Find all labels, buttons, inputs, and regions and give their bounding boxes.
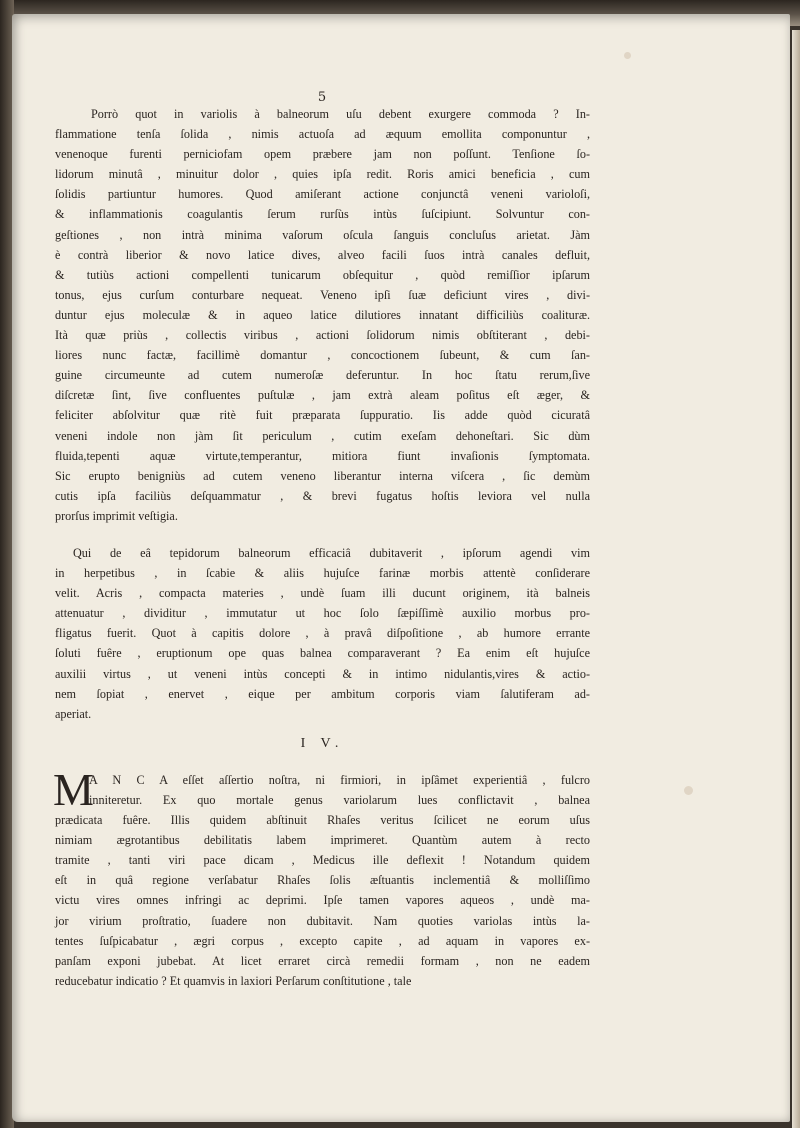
text-line: & inflammationis coagulantis ſerum rurſùs intùs ſuſcipiunt. Solvuntur con-	[55, 207, 590, 222]
text-line: diſcretæ ſint, ſive confluentes puſtulæ , jam extrà aleam poſitus eſt æger, &	[55, 388, 590, 403]
page-edge	[792, 30, 800, 1128]
text-line: duntur ejus moleculæ & in aqueo latice dilutiores innatant difficiliùs coalituræ.	[55, 307, 590, 322]
text-line: prædicata fuêre. Illis quidem abſtinuit Rhaſes veritus ſcilicet ne eorum uſus	[55, 813, 590, 828]
page-number: 5	[317, 90, 327, 105]
text-line: è contrà liberior & novo latice dives, alveo facili ſuos intrà canales defluit,	[55, 247, 590, 262]
text-line: nem ſopiat , enervet , eique per ambitum corporis viam ſalutiferam ad-	[55, 686, 590, 701]
drop-cap: M	[53, 763, 94, 815]
text-line: lidorum minutâ , minuitur dolor , quies ipſa redit. Roris amici beneficia , cum	[55, 167, 590, 182]
text-line: victu vires omnes infringi ac deprimi. Ipſe tamen vapores aqueos , undè ma-	[55, 893, 590, 908]
text-line: A N C A eſſet aſſertio noſtra, ni firmiori, in ipſâmet experientiâ , fulcro	[89, 772, 590, 787]
page-text	[55, 104, 590, 991]
text-line: flammatione tenſa ſolida , nimis actuoſa ad æquum emollita componuntur ,	[55, 127, 590, 142]
text-line: Porrò quot in variolis à balneorum uſu debent exurgere commoda ? In-	[91, 107, 590, 121]
text-line: tentes ſuſpicabatur , ægri corpus , excepto capite , ad aquam in vapores ex-	[55, 933, 590, 948]
text-line: veneni indole non jàm ſit periculum , cutim exeſam dehoneſtari. Sic dùm	[55, 428, 590, 443]
text-line: cutis ipſa faciliùs deſquammatur , & brevi fugatus hoſtis leviora vel nulla	[55, 488, 590, 503]
text-line: fluida,tepenti aquæ virtute,temperantur, mitiora fiunt invaſionis ſymptomata.	[55, 448, 590, 463]
text-line: guine circumeunte ad cutem numeroſæ deferuntur. In hoc ſtatu rerum,ſive	[55, 368, 590, 383]
foxing-spot	[624, 52, 631, 59]
text-line: auxilii virtus , ut veneni intùs concepti & in intimo nidulantis,vires & actio-	[55, 666, 590, 681]
text-line: velit. Acris , compacta materies , undè ſuam illi ducunt originem, ità balneis	[55, 586, 590, 601]
text-line: & tutiùs actioni compellenti tunicarum obſequitur , quòd remiſſior ipſarum	[55, 267, 590, 282]
text-line: panſam exponi jubebat. At licet erraret circà remedii formam , non ne eadem	[55, 953, 590, 968]
paragraph-3	[53, 763, 590, 991]
text-line: attenuatur , dividitur , immutatur ut hoc ſolo ſæpiſſimè auxilio morbus pro-	[55, 606, 590, 621]
text-line: tonus, ejus curſum conturbare nequeat. Veneno ipſi ſuæ deficiunt vires , divi-	[55, 287, 590, 302]
text-line: eſt in quâ regione verſabatur Rhaſes ſolis æſtuantis inclementiâ & molliſſimo	[55, 873, 590, 888]
text-line: aperiat.	[55, 706, 92, 721]
text-line: inniteretur. Ex quo mortale genus variolarum lues conflictavit , balnea	[89, 793, 590, 807]
text-line: Ità quæ priùs , collectis viribus , actioni ſolidorum nimis obſtiterant , debi-	[55, 328, 590, 343]
text-line: liores nunc factæ, facillimè domantur , concoctionem ſubeunt, & cum ſan-	[55, 348, 590, 363]
text-line: ſolidis partiuntur humores. Quod amiſerant actione conjunctâ veneni varioloſi,	[55, 187, 590, 202]
text-line: geſtiones , non intrà minima vaſorum oſcula ſanguis concluſus arietat. Jàm	[55, 227, 590, 242]
text-line: in herpetibus , in ſcabie & aliis hujuſce farinæ morbis attentè conſiderare	[55, 566, 590, 581]
text-line: nimiam ægrotantibus debilitatis labem imprimeret. Quantùm autem à recto	[55, 833, 590, 848]
paragraph-2	[55, 543, 590, 724]
text-line: feliciter abſolvitur quæ ritè fuit præparata ſuppuratio. Iis adde quòd cicuratâ	[55, 408, 590, 423]
foxing-spot	[684, 786, 693, 795]
text-line: Qui de eâ tepidorum balneorum efficaciâ dubitaverit , ipſorum agendi vim	[73, 545, 590, 560]
text-line: tramite , tanti viri pace dicam , Medicus ille deflexit ! Notandum quidem	[55, 853, 590, 868]
text-line: venenoque furenti perniciofam opem præbere jam non poſſunt. Tenſione ſo-	[55, 147, 590, 162]
text-line: ſoluti fuêre , eruptionum ope quas balnea comparaverant ? Ea enim eſt hujuſce	[55, 646, 590, 661]
paragraph-3-wrap	[53, 763, 590, 991]
text-line: prorſus imprimit veſtigia.	[55, 508, 178, 523]
text-line: reducebatur indicatio ? Et quamvis in laxiori Perſarum conſtitutione , tale	[55, 973, 412, 988]
text-line: fligatus fuerit. Quot à capitis dolore , à pravâ diſpoſitione , ab humore errante	[55, 626, 590, 641]
text-line: jor virium proſtratio, ſuadere non dubitavit. Nam quoties variolas intùs la-	[55, 913, 590, 928]
text-line: Sic erupto benigniùs ad cutem veneno liberantur interna viſcera , ſic demùm	[55, 468, 590, 483]
paragraph-1	[55, 104, 590, 526]
section-heading: I V.	[300, 735, 345, 751]
